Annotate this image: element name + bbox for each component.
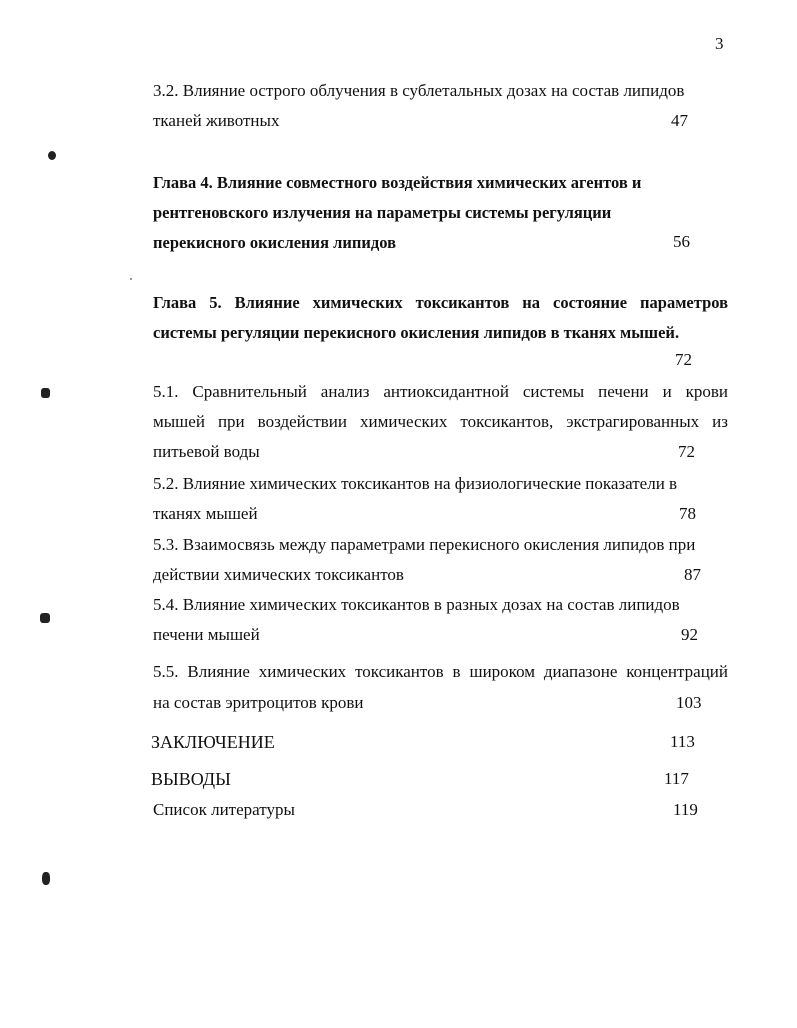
toc-conclusion: ЗАКЛЮЧЕНИЕ xyxy=(151,732,275,752)
toc-chapter-4-line3: перекисного окисления липидов xyxy=(153,233,396,252)
toc-entry-5-5-line1: 5.5. Влияние химических токсикантов в широком диапазоне концентраций xyxy=(153,662,728,681)
toc-entry-5-4-line1: 5.4. Влияние химических токсикантов в разных дозах на состав липидов xyxy=(153,595,680,614)
scan-speck-3 xyxy=(41,388,50,398)
toc-conclusion-page: 113 xyxy=(670,732,695,751)
toc-references: Список литературы xyxy=(153,800,295,819)
toc-entry-5-2-line1: 5.2. Влияние химических токсикантов на физиологические показатели в xyxy=(153,474,678,493)
toc-references-page: 119 xyxy=(673,800,698,819)
toc-entry-5-4-line2: печени мышей xyxy=(153,625,260,644)
page-number: 3 xyxy=(715,34,724,53)
scan-speck-5 xyxy=(42,872,50,885)
toc-entry-5-1-line2: мышей при воздействии химических токсикантов, экстрагированных из xyxy=(153,412,728,431)
toc-entry-3-2-line1: 3.2. Влияние острого облучения в сублетальных дозах на состав липидов xyxy=(153,81,685,100)
toc-chapter-5-page: 72 xyxy=(675,350,692,369)
toc-entry-5-1-page: 72 xyxy=(678,442,695,461)
toc-entry-5-2-page: 78 xyxy=(679,504,696,523)
toc-chapter-5-line2: системы регуляции перекисного окисления липидов в тканях мышей. xyxy=(153,323,680,342)
toc-chapter-4-line2: рентгеновского излучения на параметры системы регуляции xyxy=(153,203,612,222)
toc-chapter-4-page: 56 xyxy=(673,232,690,251)
toc-chapter-5-line1: Глава 5. Влияние химических токсикантов на состояние параметров xyxy=(153,293,728,312)
toc-chapter-4-line1: Глава 4. Влияние совместного воздействия химических агентов и xyxy=(153,173,642,192)
scan-speck-2 xyxy=(130,278,132,280)
toc-entry-5-1-line1: 5.1. Сравнительный анализ антиоксидантной системы печени и крови xyxy=(153,382,728,401)
toc-findings: ВЫВОДЫ xyxy=(151,769,231,789)
toc-entry-5-3-line1: 5.3. Взаимосвязь между параметрами перекисного окисления липидов при xyxy=(153,535,696,554)
toc-entry-5-1-line3: питьевой воды xyxy=(153,442,260,461)
toc-entry-5-4-page: 92 xyxy=(681,625,698,644)
scan-speck-4 xyxy=(40,613,50,623)
toc-entry-3-2-line2: тканей животных xyxy=(153,111,280,130)
toc-entry-5-2-line2: тканях мышей xyxy=(153,504,258,523)
toc-entry-3-2-page: 47 xyxy=(671,111,688,130)
toc-entry-5-5-page: 103 xyxy=(676,693,702,712)
toc-entry-5-3-line2: действии химических токсикантов xyxy=(153,565,404,584)
toc-entry-5-3-page: 87 xyxy=(684,565,701,584)
scan-speck-1 xyxy=(48,151,56,160)
toc-findings-page: 117 xyxy=(664,769,689,788)
toc-entry-5-5-line2: на состав эритроцитов крови xyxy=(153,693,364,712)
